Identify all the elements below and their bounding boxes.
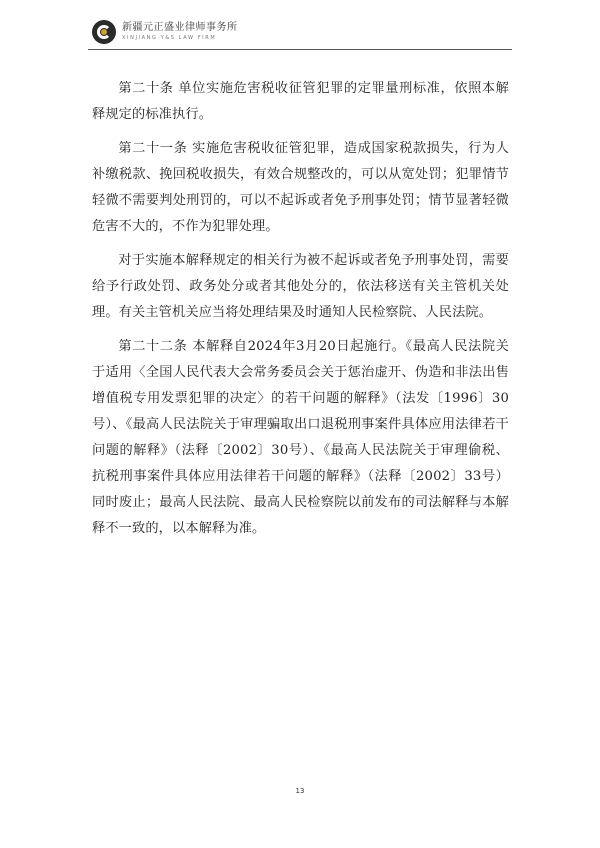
firm-name-en: XINJIANG Y&S LAW FIRM <box>122 35 217 41</box>
letterhead <box>92 20 238 44</box>
article-20-paragraph: 第二十条 单位实施危害税收征管犯罪的定罪量刑标准，依照本解释规定的标准执行。 <box>92 81 509 122</box>
article-21-paragraph: 第二十一条 实施危害税收征管犯罪，造成国家税款损失，行为人补缴税款、挽回税收损失，有效合规整改的，可以从宽处罚；犯罪情节轻微不需要判处刑罚的，可以不起诉或者免予刑事处罚；情节显著轻微危害不大的，不作为犯罪处理。 <box>92 141 509 234</box>
document-body <box>92 76 509 550</box>
header-divider <box>88 49 512 50</box>
firm-name-cn: 新疆元正盛业律师事务所 <box>122 22 238 33</box>
firm-logo-icon <box>92 20 116 44</box>
firm-name <box>122 23 238 41</box>
page-number: 13 <box>295 787 305 795</box>
article-21-followup-paragraph: 对于实施本解释规定的相关行为被不起诉或者免予刑事处罚，需要给予行政处罚、政务处分或者其他处分的，依法移送有关主管机关处理。有关主管机关应当将处理结果及时通知人民检察院、人民法院。 <box>92 253 509 320</box>
article-22-paragraph: 第二十二条 本解释自2024年3月20日起施行。《最高人民法院关于适用〈全国人民代表大会常务委员会关于惩治虚开、伪造和非法出售增值税专用发票犯罪的决定〉的若干问题的解释》（法发〔1996〕30号）、《最高人民法院关于审理骗取出口退税刑事案件具体应用法律若干问题的解释》（法释〔2002〕30号）、《最高人民法院关于审理偷税、抗税刑事案件具体应用法律若干问题的解释》（法释〔2002〕33号）同时废止；最高人民法院、最高人民检察院以前发布的司法解释与本解释不一致的，以本解释为准。 <box>92 339 509 536</box>
